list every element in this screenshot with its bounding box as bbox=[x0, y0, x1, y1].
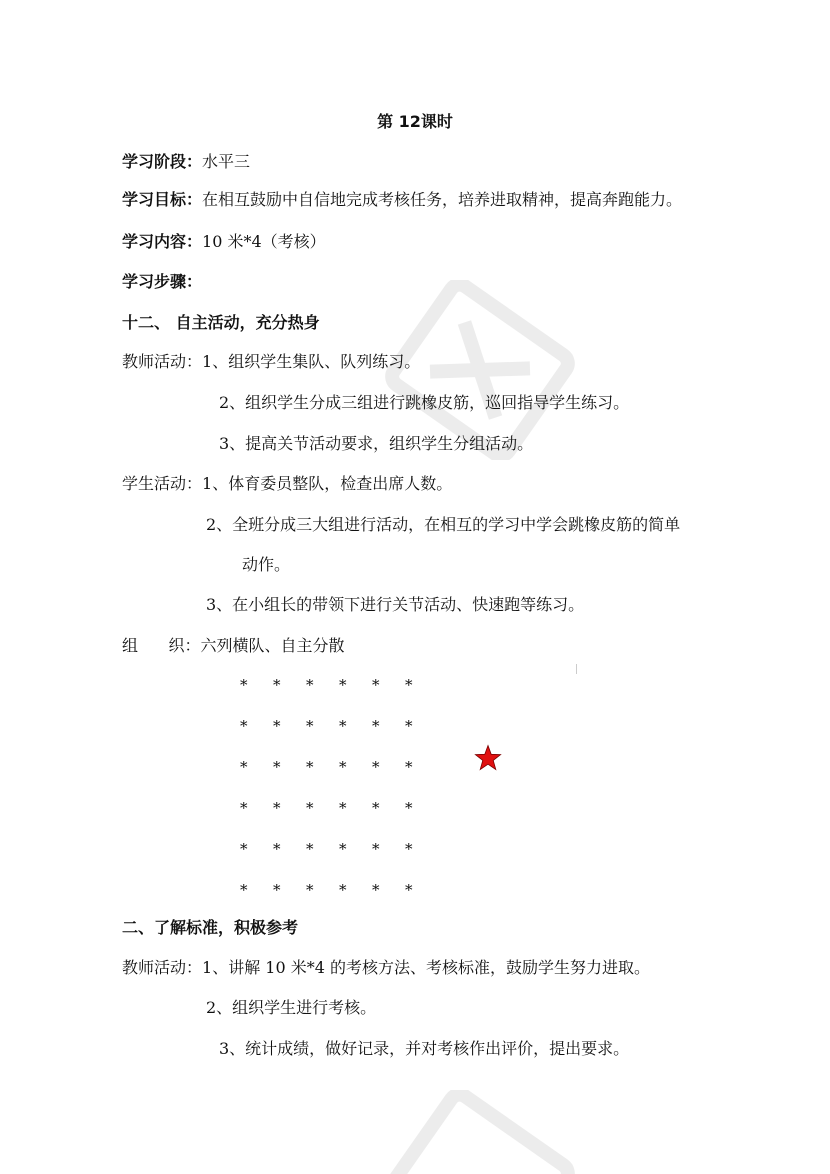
formation-mark: * bbox=[339, 840, 347, 858]
formation-mark: * bbox=[273, 799, 281, 817]
content-row bbox=[122, 232, 326, 252]
formation-row bbox=[240, 799, 438, 840]
formation-row bbox=[240, 676, 438, 717]
formation-row bbox=[240, 758, 438, 799]
s2-teacher-row bbox=[122, 958, 650, 978]
steps-label: 学习步骤： bbox=[122, 272, 203, 291]
formation-row bbox=[240, 717, 438, 758]
formation-mark: * bbox=[273, 717, 281, 735]
s1-student-item-1: 1、体育委员整队，检查出席人数。 bbox=[202, 474, 453, 493]
s1-org-value: 六列横队、自主分散 bbox=[200, 636, 345, 655]
formation-mark: * bbox=[306, 881, 314, 899]
formation-mark: * bbox=[372, 717, 380, 735]
s1-org-label: 组 织： bbox=[122, 636, 201, 655]
teacher-star-icon bbox=[474, 744, 502, 772]
formation-mark: * bbox=[405, 799, 413, 817]
formation-mark: * bbox=[372, 840, 380, 858]
formation-mark: * bbox=[405, 881, 413, 899]
formation-mark: * bbox=[306, 717, 314, 735]
formation-mark: * bbox=[405, 717, 413, 735]
formation-mark: * bbox=[240, 881, 248, 899]
formation-mark: * bbox=[273, 758, 281, 776]
s1-student-item-3: 3、在小组长的带领下进行关节活动、快速跑等练习。 bbox=[206, 595, 585, 614]
formation-row bbox=[240, 881, 438, 922]
formation-mark: * bbox=[372, 758, 380, 776]
formation-mark: * bbox=[306, 676, 314, 694]
formation-mark: * bbox=[405, 676, 413, 694]
section1-heading: 十二、 自主活动，充分热身 bbox=[122, 313, 320, 332]
s2-teacher-item-3: 3、统计成绩，做好记录，并对考核作出评价，提出要求。 bbox=[219, 1039, 630, 1058]
s1-teacher-item-1: 1、组织学生集队、队列练习。 bbox=[202, 352, 421, 371]
section2-heading: 二、了解标准，积极参考 bbox=[122, 918, 299, 937]
s1-teacher-item-3: 3、提高关节活动要求，组织学生分组活动。 bbox=[219, 434, 534, 453]
formation-grid bbox=[240, 676, 438, 922]
formation-mark: * bbox=[339, 717, 347, 735]
s2-teacher-item-1: 1、讲解 10 米*4 的考核方法、考核标准，鼓励学生努力进取。 bbox=[202, 958, 650, 977]
formation-mark: * bbox=[405, 758, 413, 776]
stage-row bbox=[122, 152, 250, 172]
goal-label: 学习目标： bbox=[122, 190, 203, 209]
goal-value: 在相互鼓励中自信地完成考核任务，培养进取精神，提高奔跑能力。 bbox=[202, 190, 683, 209]
s2-teacher-item-2: 2、组织学生进行考核。 bbox=[206, 998, 377, 1017]
s1-teacher-label: 教师活动： bbox=[122, 352, 203, 371]
formation-mark: * bbox=[339, 758, 347, 776]
s1-student-item-2: 2、全班分成三大组进行活动，在相互的学习中学会跳橡皮筋的简单 bbox=[206, 515, 681, 534]
formation-mark: * bbox=[306, 799, 314, 817]
formation-mark: * bbox=[240, 799, 248, 817]
formation-mark: * bbox=[240, 676, 248, 694]
s1-student-label: 学生活动： bbox=[122, 474, 203, 493]
s1-org-row bbox=[122, 636, 345, 656]
s1-student-item-2-cont: 动作。 bbox=[242, 555, 291, 574]
content-label: 学习内容： bbox=[122, 232, 203, 251]
page-title: 第 12课时 bbox=[377, 112, 453, 131]
formation-mark: * bbox=[240, 717, 248, 735]
s1-student-row bbox=[122, 474, 452, 494]
content-value: 10 米*4（考核） bbox=[202, 232, 326, 251]
formation-mark: * bbox=[372, 676, 380, 694]
s1-teacher-row bbox=[122, 352, 420, 372]
watermark-graphic-bottom bbox=[380, 1090, 580, 1174]
formation-mark: * bbox=[240, 840, 248, 858]
formation-mark: * bbox=[339, 881, 347, 899]
formation-mark: * bbox=[372, 799, 380, 817]
formation-mark: * bbox=[306, 758, 314, 776]
formation-mark: * bbox=[372, 881, 380, 899]
s2-teacher-label: 教师活动： bbox=[122, 958, 203, 977]
formation-mark: * bbox=[240, 758, 248, 776]
goal-row bbox=[122, 190, 682, 210]
formation-mark: * bbox=[273, 840, 281, 858]
formation-mark: * bbox=[273, 881, 281, 899]
formation-mark: * bbox=[273, 676, 281, 694]
stage-label: 学习阶段： bbox=[122, 152, 203, 171]
formation-mark: * bbox=[339, 676, 347, 694]
s1-teacher-item-2: 2、组织学生分成三组进行跳橡皮筋，巡回指导学生练习。 bbox=[219, 393, 630, 412]
stray-mark bbox=[576, 664, 577, 674]
formation-mark: * bbox=[306, 840, 314, 858]
star-shape bbox=[475, 746, 500, 770]
formation-row bbox=[240, 840, 438, 881]
stage-value: 水平三 bbox=[202, 152, 251, 171]
formation-mark: * bbox=[405, 840, 413, 858]
formation-mark: * bbox=[339, 799, 347, 817]
